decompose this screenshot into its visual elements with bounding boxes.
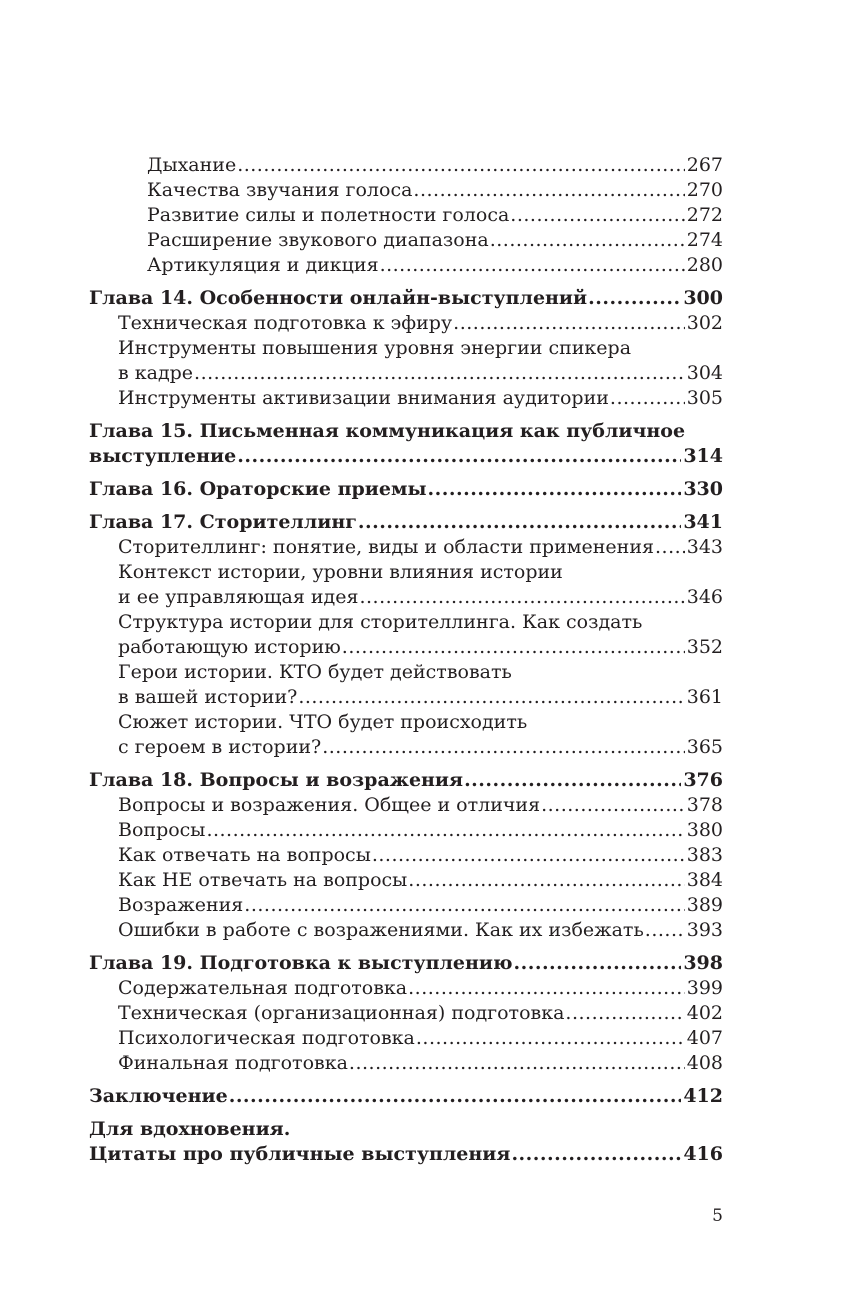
toc-entry: работающую историю ..... 352 <box>89 635 723 660</box>
toc-entry-line1: Контекст истории, уровни влияния истории <box>118 561 563 583</box>
toc-chapter-17: Глава 17. Сторителлинг ..... 341 <box>89 510 723 535</box>
toc-entry: Артикуляция и дикция ..... 280 <box>89 253 723 278</box>
toc-chapter-16: Глава 16. Ораторские приемы ..... 330 <box>89 477 723 502</box>
toc-entry: Психологическая подготовка ..... 407 <box>89 1026 723 1051</box>
toc-entry: Развитие силы и полетности голоса ..... 272 <box>89 203 723 228</box>
toc-entry: Возражения ..... 389 <box>89 893 723 918</box>
toc-inspiration: Цитаты про публичные выступления ..... 416 <box>89 1142 723 1167</box>
toc-chapter-14: Глава 14. Особенности онлайн-выступлений ..... 300 <box>89 286 723 311</box>
toc-entry: Дыхание ..... 267 <box>89 153 723 178</box>
toc-chapter-15: выступление ..... 314 <box>89 444 723 469</box>
toc-chapter-15-line1: Глава 15. Письменная коммуникация как публичное <box>89 420 686 442</box>
toc-entry: Расширение звукового диапазона ..... 274 <box>89 228 723 253</box>
toc-chapter-19: Глава 19. Подготовка к выступлению ..... 398 <box>89 951 723 976</box>
toc-entry-line1: Герои истории. КТО будет действовать <box>118 661 512 683</box>
toc-entry: Сторителлинг: понятие, виды и области применения ..... 343 <box>89 535 723 560</box>
toc-entry: Как НЕ отвечать на вопросы ..... 384 <box>89 868 723 893</box>
toc-entry: и ее управляющая идея ..... 346 <box>89 585 723 610</box>
toc-entry: с героем в истории? ..... 365 <box>89 735 723 760</box>
toc-entry: Финальная подготовка ..... 408 <box>89 1051 723 1076</box>
toc-entry: в вашей истории? ..... 361 <box>89 685 723 710</box>
toc-chapter-18: Глава 18. Вопросы и возражения ..... 376 <box>89 768 723 793</box>
toc-conclusion: Заключение ..... 412 <box>89 1084 723 1109</box>
toc-entry: Вопросы и возражения. Общее и отличия ..... 378 <box>89 793 723 818</box>
toc-entry: Как отвечать на вопросы ..... 383 <box>89 843 723 868</box>
toc-entry: Ошибки в работе с возражениями. Как их избежать ..... 393 <box>89 918 723 943</box>
toc-entry: Техническая подготовка к эфиру ..... 302 <box>89 311 723 336</box>
toc-entry: Инструменты активизации внимания аудитории ..... 305 <box>89 386 723 411</box>
toc-entry: Качества звучания голоса ..... 270 <box>89 178 723 203</box>
page-number: 5 <box>712 1206 723 1226</box>
toc-entry: Содержательная подготовка ..... 399 <box>89 976 723 1001</box>
toc-entry: в кадре ..... 304 <box>89 361 723 386</box>
toc-entry-line1: Инструменты повышения уровня энергии спикера <box>118 337 632 359</box>
toc-entry-line1: Сюжет истории. ЧТО будет происходить <box>118 711 528 733</box>
toc-inspiration-line1: Для вдохновения. <box>89 1118 291 1140</box>
toc-entry: Техническая (организационная) подготовка ..... 402 <box>89 1001 723 1026</box>
toc-entry: Вопросы ..... 380 <box>89 818 723 843</box>
table-of-contents <box>89 153 723 1167</box>
toc-entry-line1: Структура истории для сторителлинга. Как создать <box>118 611 643 633</box>
